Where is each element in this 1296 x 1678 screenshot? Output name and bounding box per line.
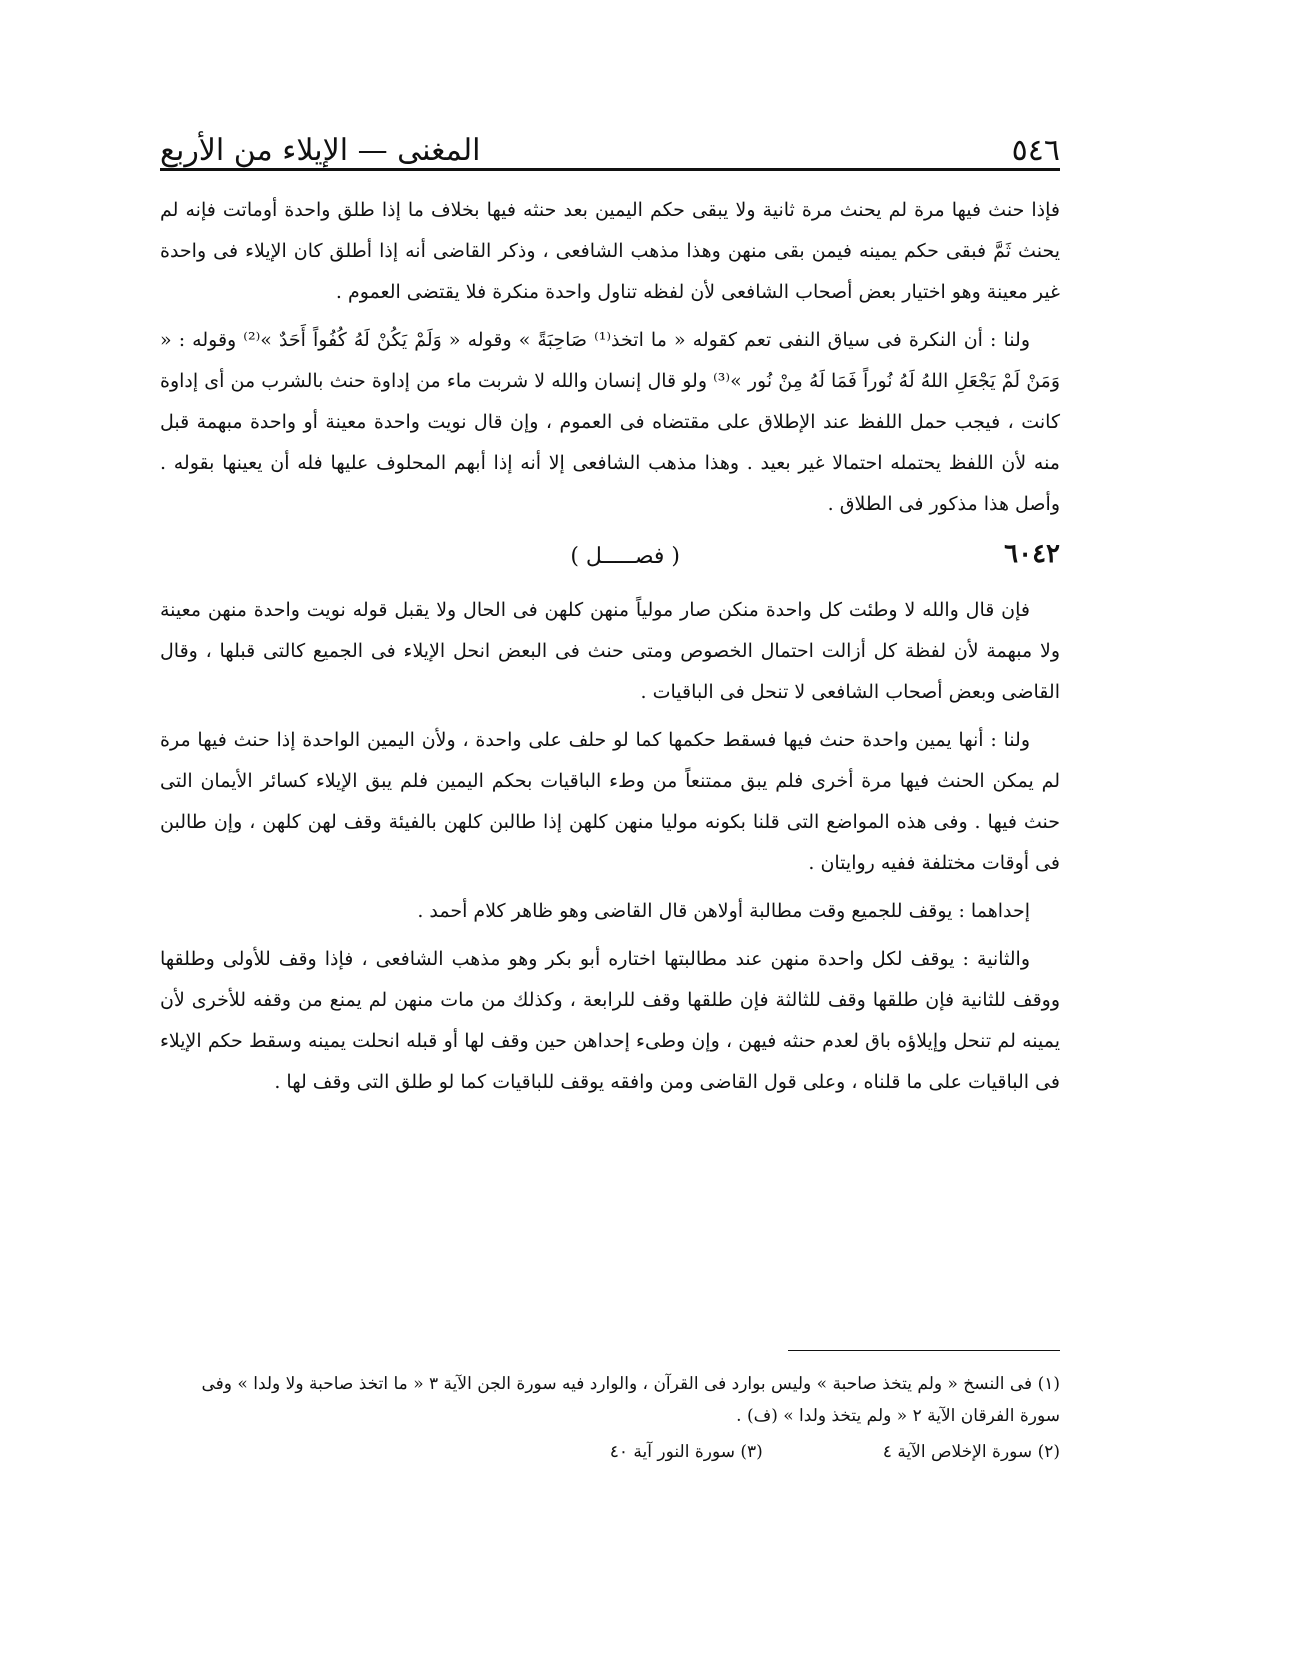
header-rule [160, 168, 1060, 171]
footnote-2: (٢) سورة الإخلاص الآية ٤ [882, 1442, 1060, 1462]
paragraph: ولنا : أنها يمين واحدة حنث فيها فسقط حكمها كما لو حلف على واحدة ، ولأن اليمين الواحدة إذا حنث فيها مرة لم يمكن الحنث فيها مرة أخرى فلم يبق ممتنعاً من وطء الباقيات بحكم اليمين فلم يبق الإيلاء كسائر الأيمان التى حنث فيها . وفى هذه المواضع التى قلنا بكونه موليا منهن كلهن إذا طالبن كلهن بالفيئة وقف لهن كلهن ، وإن طالبن فى أوقات مختلفة ففيه روايتان . [160, 729, 1060, 874]
paragraph: إحداهما : يوقف للجميع وقت مطالبة أولاهن قال القاضى وهو ظاهر كلام أحمد . [417, 900, 1030, 922]
section-heading [160, 532, 1060, 576]
footnote-row [160, 1436, 1060, 1468]
main-text [160, 190, 1060, 1110]
footnotes [160, 1368, 1060, 1468]
paragraph: والثانية : يوقف لكل واحدة منهن عند مطالبتها اختاره أبو بكر وهو مذهب الشافعى ، فإذا وقف للأولى وطلقها ووقف للثانية فإن طلقها وقف للثالثة فإن طلقها وقف للرابعة ، وكذلك من مات منهن لم يمنع من وقفه للأخرى لأن يمينه لم تنحل وإيلاؤه باق لعدم حنثه فيهن ، وإن وطىء إحداهن حين وقف لها أو قبله انحلت يمينه وسقط حكم الإيلاء فى الباقيات على ما قلناه ، وعلى قول القاضى ومن وافقه يوقف للباقيات كما لو طلق التى وقف لها . [160, 948, 1060, 1093]
paragraph: فإذا حنث فيها مرة لم يحنث مرة ثانية ولا يبقى حكم اليمين بعد حنثه فيها بخلاف ما إذا طلق واحدة أوماتت فإنه لم يحنث ثَمَّ فبقى حكم يمينه فيمن بقى منهن وهذا مذهب الشافعى ، وذكر القاضى أنه إذا أطلق كان الإيلاء فى واحدة غير معينة وهو اختيار بعض أصحاب الشافعى لأن لفظه تناول واحدة منكرة فلا يقتضى العموم . [160, 199, 1060, 303]
footnote-1: (١) فى النسخ « ولم يتخذ صاحبة » وليس بوارد فى القرآن ، والوارد فيه سورة الجن الآية ٣ « ما اتخذ صاحبة ولا ولدا » وفى سورة الفرقان الآية ٢ « ولم يتخذ ولدا » (ف) . [201, 1374, 1060, 1426]
paragraph: ولنا : أن النكرة فى سياق النفى تعم كقوله « ما اتخذ⁽¹⁾ صَاحِبَةً » وقوله « وَلَمْ يَكُنْ لَهُ كُفُواً أَحَدٌ »⁽²⁾ وقوله : « وَمَنْ لَمْ يَجْعَلِ اللهُ لَهُ نُوراً فَمَا لَهُ مِنْ نُور »⁽³⁾ ولو قال إنسان والله لا شربت ماء من إداوة حنث بالشرب من أى إداوة كانت ، فيجب حمل اللفظ عند الإطلاق على مقتضاه فى العموم ، وإن قال نويت واحدة معينة أو واحدة مبهمة قبل منه لأن اللفظ يحتمله احتمالا غير بعيد . وهذا مذهب الشافعى إلا أنه إذا أبهم المحلوف عليها فله أن يعينها بقوله . وأصل هذا مذكور فى الطلاق . [160, 329, 1061, 515]
section-title: ( فصـــــل ) [570, 544, 680, 569]
paragraph: فإن قال والله لا وطئت كل واحدة منكن صار مولياً منهن كلهن فى الحال ولا يقبل قوله نويت واحدة منهن معينة ولا مبهمة لأن لفظة كل أزالت احتمال الخصوص ومتى حنث فى البعض انحل الإيلاء فى الجميع كالتى قبلها ، وقال القاضى وبعض أصحاب الشافعى لا تنحل فى الباقيات . [160, 599, 1060, 703]
running-header [160, 108, 1060, 168]
section-number: ٦٠٤٢ [1004, 539, 1060, 569]
page-number: ٥٤٦ [1011, 133, 1060, 168]
running-title: المغنى — الإيلاء من الأربع [160, 133, 481, 168]
footnote-3: (٣) سورة النور آية ٤٠ [609, 1442, 763, 1462]
footnote-rule [788, 1350, 1060, 1351]
